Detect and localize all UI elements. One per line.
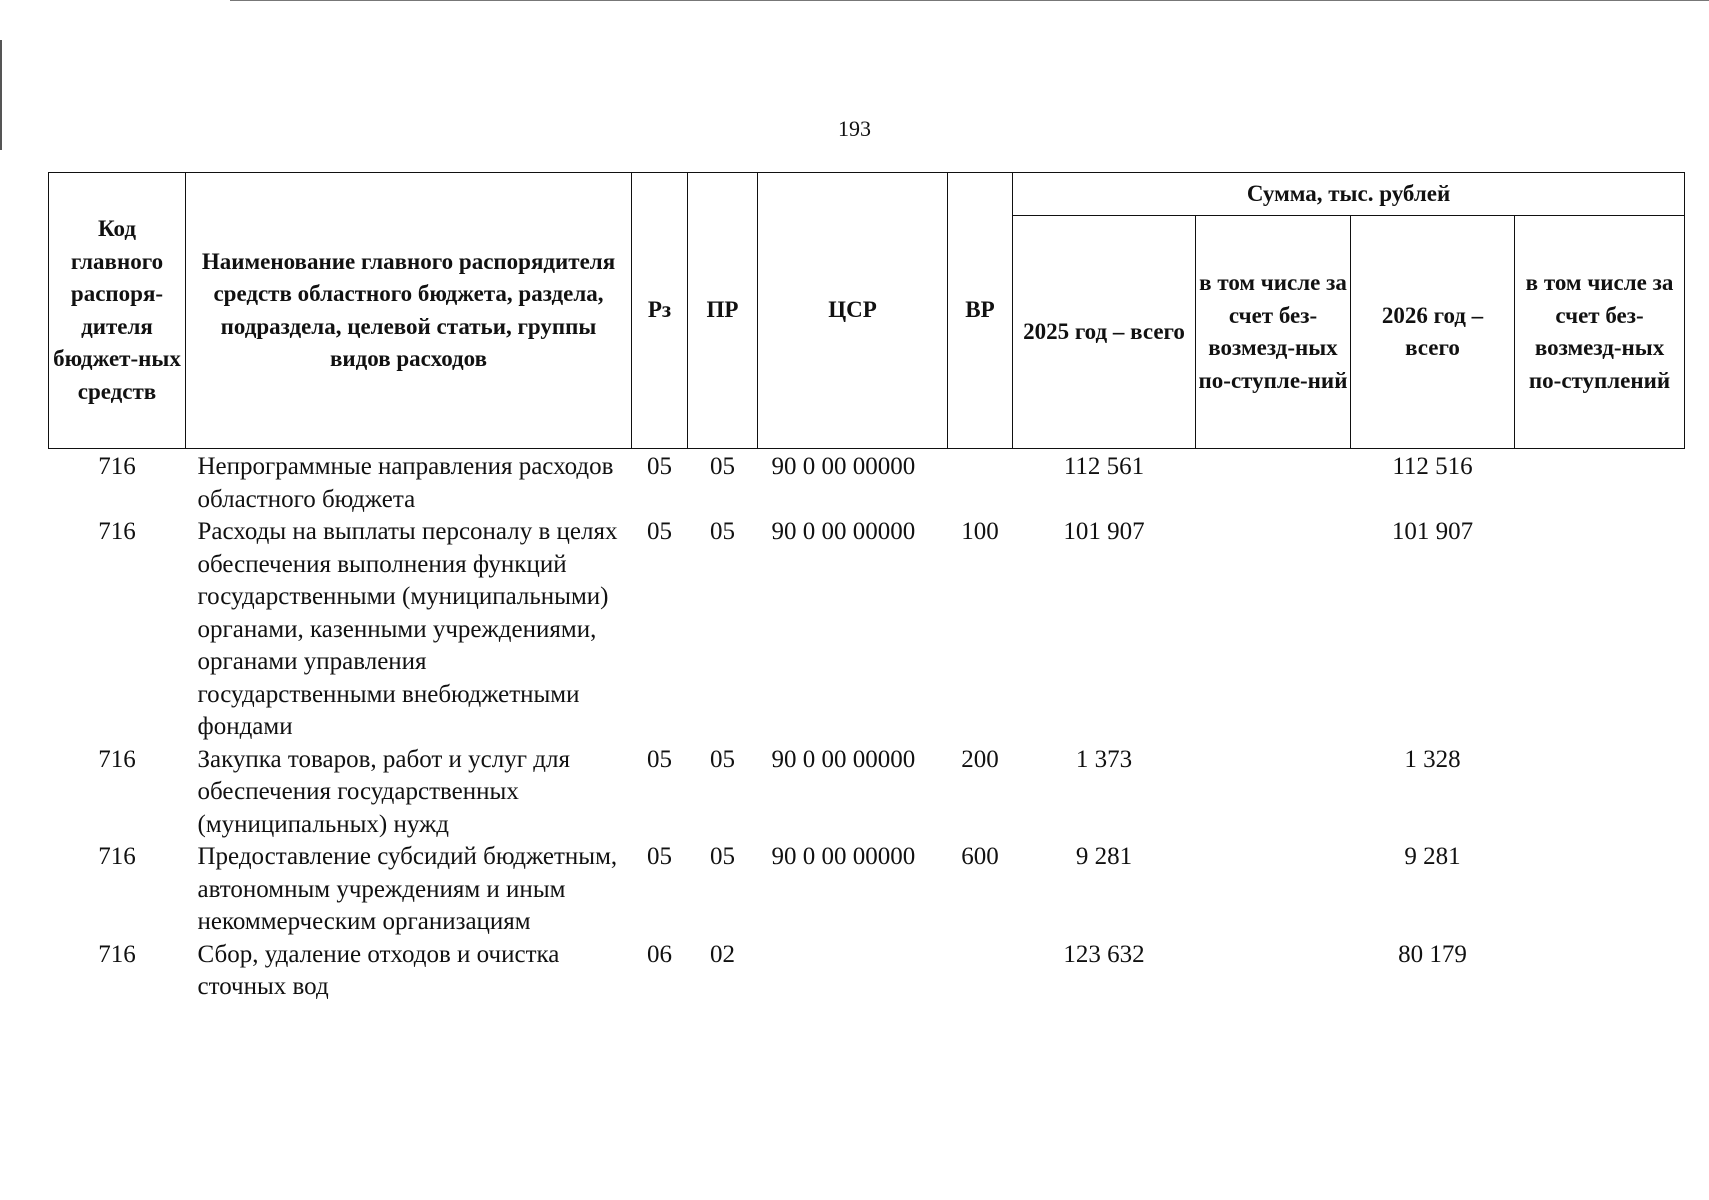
cell-name: Сбор, удаление отходов и очистка сточных вод bbox=[197, 940, 560, 1000]
scan-top-edge bbox=[230, 0, 1709, 1]
table-row bbox=[49, 841, 1685, 939]
budget-table bbox=[48, 172, 1685, 1004]
header-csr: ЦСР bbox=[758, 173, 948, 449]
cell-total-2026: 80 179 bbox=[1398, 940, 1467, 968]
cell-grants-2025 bbox=[1196, 744, 1351, 842]
cell-grants-2025 bbox=[1196, 841, 1351, 939]
cell-name: Предоставление субсидий бюджетным, автономным учреждениям и иным некоммерческим организациям bbox=[197, 843, 618, 935]
table-row bbox=[49, 939, 1685, 1004]
cell-csr: 90 0 00 00000 bbox=[771, 843, 916, 870]
cell-code: 716 bbox=[98, 518, 136, 545]
cell-code: 716 bbox=[98, 453, 136, 480]
cell-grants-2026 bbox=[1515, 449, 1685, 517]
cell-vr: 100 bbox=[961, 518, 999, 545]
cell-grants-2025 bbox=[1196, 449, 1351, 517]
header-grants-2025: в том числе за счет без-возмезд-ных по-ступле-ний bbox=[1196, 216, 1351, 449]
header-code: Код главного распоря-дителя бюджет-ных средств bbox=[49, 173, 186, 449]
page-number: 193 bbox=[838, 116, 871, 141]
cell-code: 716 bbox=[98, 940, 136, 968]
cell-rz: 06 bbox=[647, 940, 672, 968]
cell-vr bbox=[948, 449, 1013, 517]
cell-vr bbox=[948, 939, 1013, 1004]
cell-total-2025: 123 632 bbox=[1063, 940, 1145, 968]
cell-rz: 05 bbox=[647, 843, 672, 870]
cell-rz: 05 bbox=[647, 518, 672, 545]
header-name: Наименование главного распорядителя средств областного бюджета, раздела, подраздела, целевой статьи, группы видов расходов bbox=[186, 173, 632, 449]
cell-grants-2025 bbox=[1196, 939, 1351, 1004]
cell-pr: 02 bbox=[710, 940, 735, 968]
cell-pr: 05 bbox=[710, 518, 735, 545]
table-row bbox=[49, 449, 1685, 517]
cell-rz: 05 bbox=[647, 745, 672, 773]
cell-name: Расходы на выплаты персоналу в целях обеспечения выполнения функций государственными (муниципальными) органами, казенными учреждениями, органами управления государственными внебюджетными фондами bbox=[197, 518, 618, 740]
header-pr: ПР bbox=[688, 173, 758, 449]
cell-csr: 90 0 00 00000 bbox=[771, 453, 916, 480]
header-vr: ВР bbox=[948, 173, 1013, 449]
cell-total-2025: 101 907 bbox=[1063, 518, 1145, 545]
cell-rz: 05 bbox=[647, 453, 672, 480]
header-total-2025: 2025 год – всего bbox=[1013, 216, 1196, 449]
cell-code: 716 bbox=[98, 745, 136, 773]
table-header bbox=[49, 173, 1685, 449]
cell-pr: 05 bbox=[710, 453, 735, 480]
cell-vr: 600 bbox=[961, 843, 999, 870]
table-row bbox=[49, 516, 1685, 744]
cell-total-2026: 9 281 bbox=[1404, 843, 1461, 870]
cell-total-2026: 101 907 bbox=[1391, 518, 1474, 545]
header-grants-2026: в том числе за счет без-возмезд-ных по-ступлений bbox=[1515, 216, 1685, 449]
cell-csr: 90 0 00 00000 bbox=[771, 518, 916, 545]
cell-total-2025: 9 281 bbox=[1075, 843, 1133, 870]
cell-name: Закупка товаров, работ и услуг для обеспечения государственных (муниципальных) нужд bbox=[197, 745, 570, 838]
cell-grants-2026 bbox=[1515, 516, 1685, 744]
cell-total-2026: 112 516 bbox=[1392, 453, 1473, 480]
cell-grants-2025 bbox=[1196, 516, 1351, 744]
cell-csr bbox=[758, 939, 948, 1004]
cell-code: 716 bbox=[98, 843, 136, 870]
cell-grants-2026 bbox=[1515, 744, 1685, 842]
cell-vr: 200 bbox=[961, 745, 999, 773]
cell-csr: 90 0 00 00000 bbox=[771, 745, 916, 773]
table-body bbox=[49, 449, 1685, 1004]
cell-grants-2026 bbox=[1515, 841, 1685, 939]
cell-pr: 05 bbox=[710, 843, 735, 870]
cell-grants-2026 bbox=[1515, 939, 1685, 1004]
cell-name: Непрограммные направления расходов областного бюджета bbox=[197, 453, 614, 513]
header-total-2026: 2026 год – всего bbox=[1351, 216, 1515, 449]
table-row bbox=[49, 744, 1685, 842]
cell-pr: 05 bbox=[710, 745, 735, 773]
header-rz: Рз bbox=[632, 173, 688, 449]
cell-total-2025: 1 373 bbox=[1075, 745, 1133, 773]
header-sum-group: Сумма, тыс. рублей bbox=[1013, 173, 1685, 216]
cell-total-2026: 1 328 bbox=[1404, 745, 1461, 773]
cell-total-2025: 112 561 bbox=[1063, 453, 1145, 480]
